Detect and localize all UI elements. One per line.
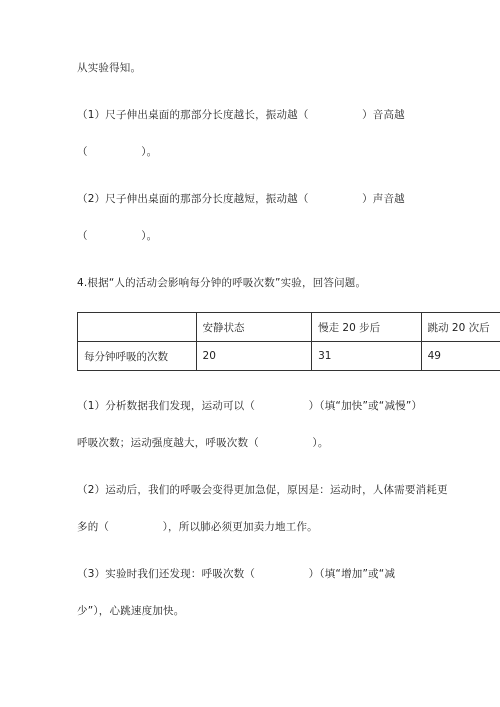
table-row [78,342,500,371]
table-row-label: 每分钟呼吸的次数 [78,342,197,371]
table-header-cell: 慢走 20 步后 [312,313,422,342]
table-cell: 31 [312,342,422,371]
question-4-part-3-line-1: （3）实验时我们还发现：呼吸次数（ ）（填“增加”或“减 [77,568,396,580]
question-3-part-2-line-2: （ ）。 [77,230,158,242]
question-3-part-1-line-2: （ ）。 [77,146,158,158]
question-4-part-3-line-2: 少”），心跳速度加快。 [77,605,185,617]
question-3-part-2-line-1: （2）尺子伸出桌面的那部分长度越短，振动越（ ）声音越 [77,193,405,205]
breathing-data-table [77,312,500,371]
table-cell: 20 [196,342,312,371]
question-4-prompt: 4.根据“人的活动会影响每分钟的呼吸次数”实验，回答问题。 [77,277,367,289]
table-header-row [78,313,500,342]
table-cell: 49 [421,342,500,371]
question-4-part-2-line-1: （2）运动后，我们的呼吸会变得更加急促，原因是：运动时，人体需要消耗更 [77,484,448,496]
question-3-intro: 从实验得知。 [77,62,142,74]
question-4-part-2-line-2: 多的（ ），所以肺必须更加卖力地工作。 [77,521,318,533]
table-cell [78,313,197,342]
question-4-part-1-line-1: （1）分析数据我们发现，运动可以（ ）（填“加快”或“减慢”） [77,400,423,412]
table-header-cell: 安静状态 [196,313,312,342]
question-3-part-1-line-1: （1）尺子伸出桌面的那部分长度越长，振动越（ ）音高越 [77,109,405,121]
table-header-cell: 跳动 20 次后 [421,313,500,342]
question-4-part-1-line-2: 呼吸次数；运动强度越大，呼吸次数（ ）。 [77,437,329,449]
